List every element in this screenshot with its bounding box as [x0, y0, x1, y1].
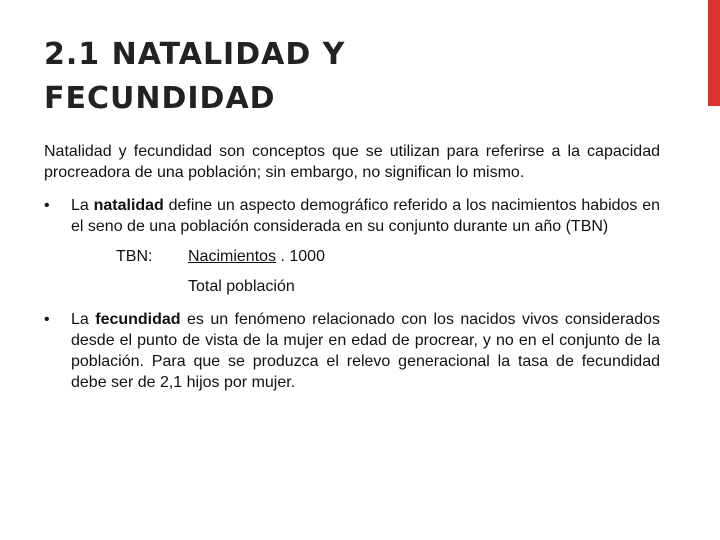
formula-denominator: Total población [188, 278, 295, 295]
intro-paragraph: Natalidad y fecundidad son conceptos que se utilizan para referirse a la capacidad procreadora de una población; sin embargo, no significan lo mismo. [44, 143, 660, 181]
bullet-text: define un aspecto demográfico referido a los nacimientos habidos en el seno de una población considerada en su conjunto durante un año (TBN) [71, 197, 661, 235]
bullet-marker: • [44, 197, 50, 214]
title-line-1: 2.1 NATALIDAD Y [44, 37, 346, 72]
tbn-formula [116, 246, 660, 299]
bullet-fecundidad [44, 309, 660, 393]
formula-label: TBN: [116, 248, 153, 265]
bullet-term: fecundidad [95, 311, 181, 328]
slide-title [44, 33, 684, 121]
bullet-prefix: La [71, 197, 94, 214]
formula-factor: . 1000 [276, 248, 325, 265]
bullet-term: natalidad [93, 197, 164, 214]
title-line-2: FECUNDIDAD [44, 81, 276, 116]
bullet-marker: • [44, 311, 50, 328]
bullet-prefix: La [71, 311, 96, 328]
bullet-text: es un fenómeno relacionado con los nacidos vivos considerados desde el punto de vista de la mujer en edad de procrear, y no en el conjunto de la población. Para que se produzca el relevo generacional la tasa de fecundidad debe ser de 2,1 hijos por mujer. [71, 311, 660, 391]
accent-bar [708, 0, 720, 106]
formula-numerator: Nacimientos [188, 248, 277, 265]
bullet-natalidad [44, 195, 660, 237]
slide-body [44, 141, 660, 393]
